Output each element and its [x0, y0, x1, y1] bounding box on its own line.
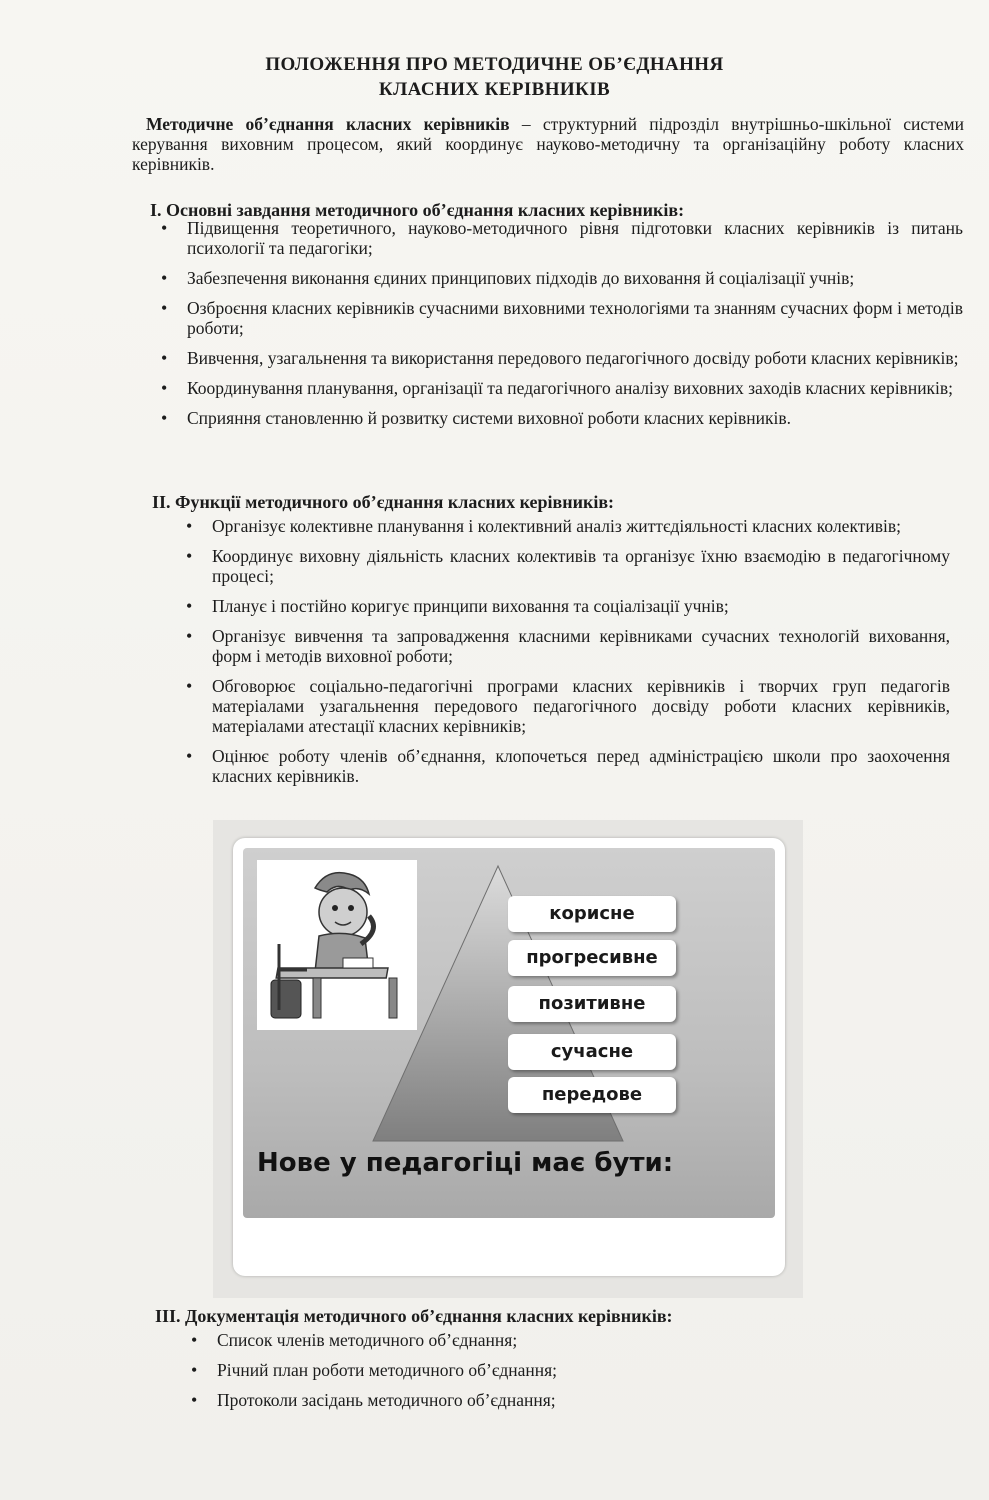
bullet-icon: •	[186, 596, 193, 616]
bullet-icon: •	[161, 408, 168, 428]
list-item	[180, 516, 950, 536]
section-3-list	[185, 1330, 785, 1420]
list-item-text: Протоколи засідань методичного об’єднання;	[217, 1390, 556, 1410]
list-item-text: Річний план роботи методичного об’єднання;	[217, 1360, 558, 1380]
pyramid-label: позитивне	[508, 986, 676, 1022]
list-item	[180, 626, 950, 666]
list-item-text: Озброєння класних керівників сучасними виховними технологіями та знанням сучасних форм і методів роботи;	[187, 298, 963, 338]
slide-frame	[233, 838, 785, 1276]
list-item	[155, 408, 963, 428]
section-1-heading: І. Основні завдання методичного об’єднання класних керівників:	[150, 200, 685, 220]
list-item	[155, 378, 963, 398]
list-item	[180, 676, 950, 736]
pyramid-label: сучасне	[508, 1034, 676, 1070]
list-item	[155, 298, 963, 338]
pyramid-label: передове	[508, 1077, 676, 1113]
bullet-icon: •	[186, 746, 193, 766]
pyramid-figure	[213, 820, 803, 1298]
bullet-icon: •	[161, 218, 168, 238]
bullet-icon: •	[191, 1330, 198, 1350]
list-item-text: Вивчення, узагальнення та використання передового педагогічного досвіду роботи класних керівників;	[187, 348, 959, 368]
list-item-text: Координування планування, організації та педагогічного аналізу виховних заходів класних керівників;	[187, 378, 954, 398]
bullet-icon: •	[161, 348, 168, 368]
list-item-text: Сприяння становленню й розвитку системи виховної роботи класних керівників.	[187, 408, 791, 428]
list-item-text: Планує і постійно коригує принципи виховання та соціалізації учнів;	[212, 596, 729, 616]
slide-background	[243, 848, 775, 1218]
list-item-text: Організує вивчення та запровадження класними керівниками сучасних технологій виховання, форм і методів виховної роботи;	[212, 626, 950, 666]
list-item	[180, 596, 950, 616]
list-item	[155, 218, 963, 258]
list-item	[185, 1330, 785, 1350]
intro-definition: – структурний підрозділ внутрішньо-шкільної системи керування виховним процесом, який координує науково-методичну та організаційну роботу класних керівників.	[132, 114, 964, 174]
document-title-line-2: КЛАСНИХ КЕРІВНИКІВ	[378, 79, 611, 100]
student-illustration	[257, 860, 417, 1030]
list-item	[185, 1390, 785, 1410]
bullet-icon: •	[161, 298, 168, 318]
list-item-text: Координує виховну діяльність класних колективів та організує їхню взаємодію в педагогічному процесі;	[212, 546, 950, 586]
bullet-icon: •	[186, 626, 193, 646]
bullet-icon: •	[186, 546, 193, 566]
list-item	[155, 268, 963, 288]
slide-caption: Нове у педагогіці має бути:	[257, 1148, 674, 1178]
bullet-icon: •	[191, 1360, 198, 1380]
section-3-heading: ІІІ. Документація методичного об’єднання класних керівників:	[155, 1306, 673, 1326]
bullet-icon: •	[161, 268, 168, 288]
list-item	[180, 746, 950, 786]
pyramid-label: корисне	[508, 896, 676, 932]
list-item	[185, 1360, 785, 1380]
section-2-list	[180, 516, 950, 796]
section-1-list	[155, 218, 963, 438]
intro-paragraph	[132, 114, 964, 174]
list-item-text: Організує колективне планування і колективний аналіз життєдіяльності класних колективів;	[212, 516, 901, 536]
list-item	[155, 348, 963, 368]
list-item-text: Обговорює соціально-педагогічні програми класних керівників і творчих груп педагогів матеріалами узагальнення передового педагогічного досвіду роботи класних керівників, матеріалами атестації класних керівників;	[212, 676, 950, 736]
section-2-heading: ІІ. Функції методичного об’єднання класних керівників:	[152, 492, 615, 512]
bullet-icon: •	[186, 676, 193, 696]
list-item-text: Забезпечення виконання єдиних принципових підходів до виховання й соціалізації учнів;	[187, 268, 855, 288]
student-at-desk-icon	[257, 860, 417, 1030]
list-item-text: Підвищення теоретичного, науково-методичного рівня підготовки класних керівників із питань психології та педагогіки;	[187, 218, 963, 258]
list-item-text: Оцінює роботу членів об’єднання, клопочеться перед адміністрацією школи про заохочення класних керівників.	[212, 746, 950, 786]
intro-term: Методичне об’єднання класних керівників	[146, 114, 510, 134]
list-item-text: Список членів методичного об’єднання;	[217, 1330, 518, 1350]
pyramid-label: прогресивне	[508, 940, 676, 976]
bullet-icon: •	[186, 516, 193, 536]
document-title-line-1: ПОЛОЖЕННЯ ПРО МЕТОДИЧНЕ ОБ’ЄДНАННЯ	[265, 54, 724, 75]
bullet-icon: •	[161, 378, 168, 398]
list-item	[180, 546, 950, 586]
bullet-icon: •	[191, 1390, 198, 1410]
